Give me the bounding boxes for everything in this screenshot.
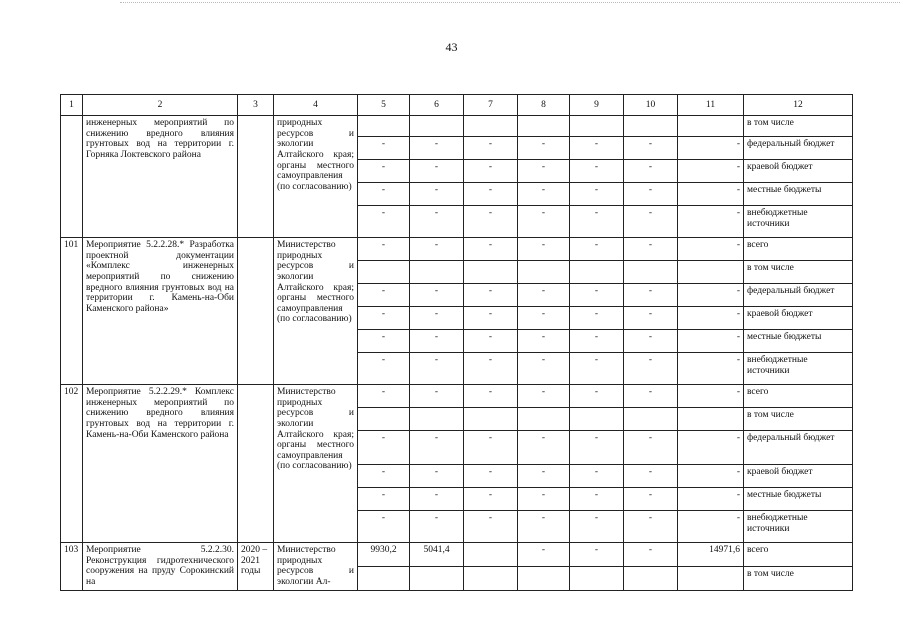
row-number xyxy=(61,116,83,238)
activity-description: Мероприятие 5.2.2.29.* Комплекс инженерных мероприятий по снижению вредного влияния грунтовых вод на территории г. Камень-на-Оби Каменского района xyxy=(83,385,238,543)
value-cell: 5041,4 xyxy=(410,543,464,567)
term-cell xyxy=(238,385,274,543)
funding-source: федеральный бюджет xyxy=(744,137,853,160)
table-row: - - - - - - - местные бюджеты xyxy=(61,330,853,353)
activity-description: Мероприятие 5.2.2.30. Реконструкция гидротехнического сооружения на пруду Сорокинский на xyxy=(83,543,238,591)
table-row: - - - - - - - федеральный бюджет xyxy=(61,137,853,160)
funding-source: местные бюджеты xyxy=(744,488,853,511)
scan-edge-line xyxy=(120,2,900,4)
table-row: - - - - - - - краевой бюджет xyxy=(61,307,853,330)
term-cell xyxy=(238,116,274,238)
funding-source: федеральный бюджет xyxy=(744,284,853,307)
col-header: 9 xyxy=(570,95,624,116)
funding-source: внебюджетные источники xyxy=(744,511,853,543)
table-row: - - - - - - - внебюджетные источники xyxy=(61,511,853,543)
col-header: 2 xyxy=(83,95,238,116)
executor-cell: Министерство природных ресурсов и экологии Алтайского края; органы местного самоуправления (по согласованию) xyxy=(274,238,358,385)
funding-source: всего xyxy=(744,543,853,567)
table-row: - - - - - - - краевой бюджет xyxy=(61,465,853,488)
page-number: 43 xyxy=(445,40,458,54)
col-header: 6 xyxy=(410,95,464,116)
header-row xyxy=(61,95,853,116)
funding-source: местные бюджеты xyxy=(744,183,853,206)
row-number: 102 xyxy=(61,385,83,543)
table-row: - - - - - - - краевой бюджет xyxy=(61,160,853,183)
table-row: - - - - - - - федеральный бюджет xyxy=(61,284,853,307)
program-table xyxy=(60,94,853,591)
table-row: - - - - - - - внебюджетные источники xyxy=(61,353,853,385)
funding-source: краевой бюджет xyxy=(744,160,853,183)
table-row: - - - - - - - внебюджетные источники xyxy=(61,206,853,238)
row-number: 101 xyxy=(61,238,83,385)
term-cell: 2020 – 2021 годы xyxy=(238,543,274,591)
table-row: 103 Мероприятие 5.2.2.30. Реконструкция гидротехнического сооружения на пруду Сорокинский на 2020 – 2021 годы Министерство природных ресурсов и экологии Ал- 9930,2 5041,4 - - - 14971,6 всего xyxy=(61,543,853,567)
activity-description: инженерных мероприятий по снижению вредного влияния грунтовых вод на территории г. Горняка Локтевского района xyxy=(83,116,238,238)
activity-description: Мероприятие 5.2.2.28.* Разработка проектной документации «Комплекс инженерных мероприятий по снижению вредного влияния грунтовых вод на территории г. Камень-на-Оби Каменского района» xyxy=(83,238,238,385)
col-header: 7 xyxy=(464,95,518,116)
executor-cell: Министерство природных ресурсов и экологии Ал- xyxy=(274,543,358,591)
col-header: 8 xyxy=(518,95,570,116)
col-header: 1 xyxy=(61,95,83,116)
row-number: 103 xyxy=(61,543,83,591)
col-header: 4 xyxy=(274,95,358,116)
funding-source: краевой бюджет xyxy=(744,307,853,330)
executor-cell: Министерство природных ресурсов и экологии Алтайского края; органы местного самоуправления (по согласованию) xyxy=(274,385,358,543)
funding-source: федеральный бюджет xyxy=(744,431,853,465)
table-row: 102 Мероприятие 5.2.2.29.* Комплекс инженерных мероприятий по снижению вредного влияния грунтовых вод на территории г. Камень-на-Оби Каменского района Министерство природных ресурсов и экологии Алтайского края; органы местного самоуправления (по согласованию) - - - - - - - всего xyxy=(61,385,853,408)
funding-source: в том числе xyxy=(744,408,853,431)
funding-source: в том числе xyxy=(744,116,853,137)
col-header: 11 xyxy=(678,95,744,116)
funding-source: в том числе xyxy=(744,261,853,284)
table-row: - - - - - - - местные бюджеты xyxy=(61,183,853,206)
table-row: - - - - - - - местные бюджеты xyxy=(61,488,853,511)
funding-source: местные бюджеты xyxy=(744,330,853,353)
col-header: 3 xyxy=(238,95,274,116)
table-row: - - - - - - - федеральный бюджет xyxy=(61,431,853,465)
col-header: 10 xyxy=(624,95,678,116)
funding-source: краевой бюджет xyxy=(744,465,853,488)
executor-cell: природных ресурсов и экологии Алтайского края; органы местного самоуправления (по согласованию) xyxy=(274,116,358,238)
table-row xyxy=(61,116,853,137)
funding-source: в том числе xyxy=(744,566,853,590)
term-cell xyxy=(238,238,274,385)
funding-source: внебюджетные источники xyxy=(744,206,853,238)
value-cell: 14971,6 xyxy=(678,543,744,567)
funding-source: всего xyxy=(744,238,853,261)
funding-source: внебюджетные источники xyxy=(744,353,853,385)
funding-source: всего xyxy=(744,385,853,408)
col-header: 5 xyxy=(358,95,410,116)
table-row: 101 Мероприятие 5.2.2.28.* Разработка проектной документации «Комплекс инженерных мероприятий по снижению вредного влияния грунтовых вод на территории г. Камень-на-Оби Каменского района» Министерство природных ресурсов и экологии Алтайского края; органы местного самоуправления (по согласованию) - - - - - - - всего xyxy=(61,238,853,261)
value-cell: 9930,2 xyxy=(358,543,410,567)
col-header: 12 xyxy=(744,95,853,116)
